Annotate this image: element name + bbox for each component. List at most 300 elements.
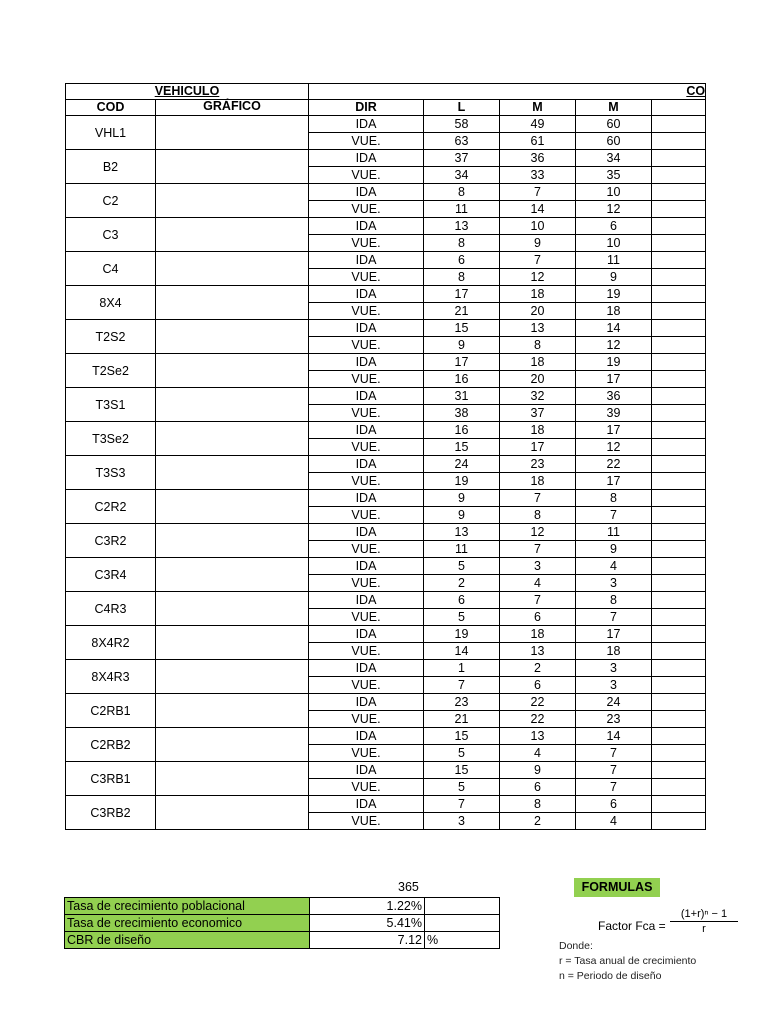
count-cell[interactable] [652,711,706,728]
table-row [66,728,706,745]
count-cell[interactable]: 14 [576,320,652,337]
count-cell[interactable]: 6 [576,796,652,813]
direction-cell[interactable]: IDA [309,320,424,337]
param-value[interactable]: 1.22% [310,898,425,915]
day-header-1[interactable]: L [424,100,500,116]
table-row [66,252,706,269]
vehicle-code-cell[interactable]: C3R2 [66,524,156,558]
count-cell[interactable] [652,694,706,711]
vehicle-graphic-cell[interactable] [156,660,309,694]
count-cell[interactable]: 7 [576,762,652,779]
count-cell[interactable]: 13 [500,728,576,745]
count-cell[interactable]: 3 [500,558,576,575]
count-cell[interactable] [652,643,706,660]
table-row [66,558,706,575]
count-cell[interactable]: 38 [424,405,500,422]
count-cell[interactable]: 5 [424,779,500,796]
direction-cell[interactable]: IDA [309,422,424,439]
vehicle-code-cell[interactable]: C3 [66,218,156,252]
count-cell[interactable] [652,388,706,405]
count-cell[interactable]: 3 [576,677,652,694]
vehicle-code-cell[interactable]: 8X4R2 [66,626,156,660]
count-cell[interactable] [652,660,706,677]
count-cell[interactable]: 13 [424,218,500,235]
count-cell[interactable]: 8 [424,269,500,286]
vehicle-code-cell[interactable]: C3RB1 [66,762,156,796]
table-row [66,218,706,235]
count-cell[interactable]: 20 [500,371,576,388]
count-cell[interactable] [652,575,706,592]
count-cell[interactable]: 18 [500,473,576,490]
count-cell[interactable]: 39 [576,405,652,422]
vehicle-graphic-cell[interactable] [156,728,309,762]
day-header-3[interactable]: M [576,100,652,116]
count-cell[interactable]: 5 [424,745,500,762]
table-row [66,626,706,643]
count-cell[interactable]: 14 [500,201,576,218]
count-cell[interactable] [652,252,706,269]
direction-cell[interactable]: VUE. [309,507,424,524]
count-cell[interactable]: 11 [576,252,652,269]
table-row [66,796,706,813]
vehicle-graphic-cell[interactable] [156,592,309,626]
formula-r-definition: r = Tasa anual de crecimiento [559,955,697,967]
vehicle-graphic-cell[interactable] [156,252,309,286]
count-cell[interactable]: 17 [576,473,652,490]
count-cell[interactable]: 9 [500,762,576,779]
table-row [66,354,706,371]
direction-cell[interactable]: VUE. [309,371,424,388]
vehicle-code-cell[interactable]: B2 [66,150,156,184]
count-cell[interactable]: 7 [500,184,576,201]
count-cell[interactable] [652,507,706,524]
count-cell[interactable]: 13 [424,524,500,541]
table-row [66,116,706,133]
count-cell[interactable]: 7 [424,796,500,813]
vehicle-count-table-viewport [65,83,706,845]
count-cell[interactable]: 8 [576,592,652,609]
count-cell[interactable]: 15 [424,762,500,779]
count-cell[interactable]: 8 [500,796,576,813]
count-cell[interactable]: 15 [424,728,500,745]
direction-cell[interactable]: VUE. [309,439,424,456]
count-cell[interactable]: 7 [576,507,652,524]
direction-cell[interactable]: IDA [309,524,424,541]
direction-cell[interactable]: VUE. [309,235,424,252]
count-cell[interactable] [652,116,706,133]
growth-factor-formula-image[interactable] [556,908,736,988]
count-cell[interactable]: 4 [500,745,576,762]
direction-cell[interactable]: IDA [309,490,424,507]
count-cell[interactable]: 34 [576,150,652,167]
count-cell[interactable] [652,592,706,609]
count-cell[interactable] [652,762,706,779]
vehicle-code-cell[interactable]: 8X4 [66,286,156,320]
formula-fraction [670,908,738,935]
count-cell[interactable] [652,201,706,218]
count-cell[interactable] [652,167,706,184]
count-cell[interactable]: 22 [500,711,576,728]
count-cell[interactable]: 23 [500,456,576,473]
param-unit[interactable]: % [425,932,500,949]
vehicle-code-cell[interactable]: C2RB2 [66,728,156,762]
direction-cell[interactable]: IDA [309,354,424,371]
count-cell[interactable]: 8 [500,507,576,524]
days-per-year-value[interactable]: 365 [398,880,419,894]
count-cell[interactable] [652,728,706,745]
count-cell[interactable] [652,218,706,235]
param-label[interactable]: Tasa de crecimiento economico [65,915,310,932]
vehicle-count-table [65,83,706,830]
count-cell[interactable]: 9 [424,490,500,507]
count-cell[interactable] [652,405,706,422]
grafico-header[interactable]: GRÁFICO [156,100,309,116]
vehicle-graphic-cell[interactable] [156,218,309,252]
direction-cell[interactable]: IDA [309,762,424,779]
vehicle-graphic-cell[interactable] [156,694,309,728]
direction-cell[interactable]: IDA [309,626,424,643]
vehicle-code-cell[interactable]: 8X4R3 [66,660,156,694]
count-cell[interactable]: 7 [500,541,576,558]
count-cell[interactable]: 21 [424,303,500,320]
count-cell[interactable]: 21 [424,711,500,728]
count-cell[interactable]: 63 [424,133,500,150]
direction-cell[interactable]: IDA [309,796,424,813]
formula-denominator: r [702,923,706,935]
table-row [66,762,706,779]
vehicle-code-cell[interactable]: C3RB2 [66,796,156,830]
count-cell[interactable]: 20 [500,303,576,320]
count-cell[interactable]: 22 [500,694,576,711]
count-cell[interactable]: 3 [576,660,652,677]
direction-cell[interactable]: VUE. [309,133,424,150]
param-label[interactable]: Tasa de crecimiento poblacional [65,898,310,915]
count-cell[interactable]: 11 [424,201,500,218]
count-cell[interactable]: 7 [576,779,652,796]
direction-cell[interactable]: VUE. [309,677,424,694]
count-cell[interactable]: 7 [424,677,500,694]
count-cell[interactable]: 37 [500,405,576,422]
direction-cell[interactable]: VUE. [309,167,424,184]
count-cell[interactable]: 35 [576,167,652,184]
vehicle-code-cell[interactable]: T3Se2 [66,422,156,456]
count-cell[interactable]: 10 [500,218,576,235]
vehicle-code-cell[interactable]: C4R3 [66,592,156,626]
table-row [66,660,706,677]
direction-cell[interactable]: IDA [309,116,424,133]
count-cell[interactable] [652,609,706,626]
direction-cell[interactable]: VUE. [309,405,424,422]
count-cell[interactable]: 16 [424,422,500,439]
vehicle-graphic-cell[interactable] [156,626,309,660]
count-cell[interactable] [652,320,706,337]
count-cell[interactable]: 61 [500,133,576,150]
count-cell[interactable]: 18 [576,643,652,660]
count-cell[interactable]: 9 [576,269,652,286]
count-cell[interactable]: 8 [576,490,652,507]
vehicle-graphic-cell[interactable] [156,490,309,524]
param-value[interactable]: 7.12 [310,932,425,949]
formula-numerator: (1+r)ⁿ − 1 [670,908,738,922]
direction-cell[interactable]: IDA [309,592,424,609]
count-cell[interactable]: 12 [576,337,652,354]
vehicle-graphic-cell[interactable] [156,558,309,592]
param-value[interactable]: 5.41% [310,915,425,932]
count-cell[interactable]: 18 [576,303,652,320]
formula-lhs: Factor Fca = [598,919,666,933]
table-row [66,422,706,439]
vehicle-code-cell[interactable]: T2S2 [66,320,156,354]
count-cell[interactable]: 17 [576,422,652,439]
count-cell[interactable]: 8 [424,184,500,201]
count-cell[interactable]: 11 [424,541,500,558]
dir-header[interactable]: DIR [309,100,424,116]
count-cell[interactable] [652,354,706,371]
vehicle-graphic-cell[interactable] [156,524,309,558]
count-cell[interactable] [652,371,706,388]
count-cell[interactable]: 49 [500,116,576,133]
count-cell[interactable]: 24 [576,694,652,711]
direction-cell[interactable]: VUE. [309,575,424,592]
count-cell[interactable]: 2 [500,813,576,830]
vehicle-graphic-cell[interactable] [156,286,309,320]
design-parameters-table [64,897,500,949]
count-cell[interactable] [652,303,706,320]
count-cell[interactable]: 1 [424,660,500,677]
count-cell[interactable] [652,677,706,694]
count-cell[interactable]: 19 [424,626,500,643]
direction-cell[interactable]: IDA [309,388,424,405]
count-cell[interactable]: 12 [576,201,652,218]
formula-n-definition: n = Periodo de diseño [559,970,662,982]
count-cell[interactable]: 23 [576,711,652,728]
count-cell[interactable]: 2 [500,660,576,677]
count-cell[interactable] [652,184,706,201]
count-cell[interactable] [652,133,706,150]
table-row [66,490,706,507]
direction-cell[interactable]: IDA [309,184,424,201]
count-cell[interactable]: 17 [576,626,652,643]
table-row [66,320,706,337]
direction-cell[interactable]: IDA [309,558,424,575]
count-cell[interactable]: 19 [576,354,652,371]
vehicle-graphic-cell[interactable] [156,320,309,354]
count-cell[interactable]: 34 [424,167,500,184]
day-header-4[interactable] [652,100,706,116]
count-cell[interactable] [652,626,706,643]
count-cell[interactable] [652,150,706,167]
count-cell[interactable]: 2 [424,575,500,592]
count-cell[interactable]: 31 [424,388,500,405]
count-cell[interactable]: 3 [424,813,500,830]
count-cell[interactable]: 37 [424,150,500,167]
count-cell[interactable]: 6 [424,592,500,609]
vehicle-code-cell[interactable]: C2R2 [66,490,156,524]
direction-cell[interactable]: IDA [309,728,424,745]
count-cell[interactable]: 7 [576,745,652,762]
count-cell[interactable]: 17 [424,286,500,303]
direction-cell[interactable]: IDA [309,218,424,235]
direction-cell[interactable]: VUE. [309,745,424,762]
direction-cell[interactable]: IDA [309,660,424,677]
count-cell[interactable]: 14 [576,728,652,745]
vehicle-graphic-cell[interactable] [156,456,309,490]
vehicle-code-cell[interactable]: C3R4 [66,558,156,592]
formulas-label[interactable]: FORMULAS [574,878,660,897]
count-cell[interactable]: 9 [500,235,576,252]
count-cell[interactable]: 12 [576,439,652,456]
param-label[interactable]: CBR de diseño [65,932,310,949]
count-cell[interactable] [652,796,706,813]
count-cell[interactable]: 6 [576,218,652,235]
count-cell[interactable]: 8 [424,235,500,252]
count-cell[interactable] [652,269,706,286]
count-cell[interactable]: 9 [424,337,500,354]
count-cell[interactable]: 10 [576,184,652,201]
table-row [66,524,706,541]
vehicle-graphic-cell[interactable] [156,762,309,796]
direction-cell[interactable]: VUE. [309,473,424,490]
count-cell[interactable]: 58 [424,116,500,133]
count-cell[interactable]: 17 [576,371,652,388]
direction-cell[interactable]: VUE. [309,303,424,320]
count-cell[interactable]: 4 [576,813,652,830]
direction-cell[interactable]: VUE. [309,609,424,626]
vehicle-graphic-cell[interactable] [156,116,309,150]
count-cell[interactable]: 14 [424,643,500,660]
count-cell[interactable]: 18 [500,286,576,303]
count-cell[interactable]: 17 [424,354,500,371]
count-cell[interactable]: 7 [500,252,576,269]
count-cell[interactable] [652,524,706,541]
count-cell[interactable]: 7 [500,592,576,609]
count-cell[interactable]: 9 [424,507,500,524]
vehicle-graphic-cell[interactable] [156,388,309,422]
count-cell[interactable]: 4 [576,558,652,575]
count-cell[interactable] [652,558,706,575]
count-cell[interactable]: 23 [424,694,500,711]
param-unit[interactable] [425,915,500,932]
count-cell[interactable] [652,490,706,507]
count-cell[interactable]: 19 [576,286,652,303]
count-cell[interactable]: 18 [500,354,576,371]
count-cell[interactable] [652,439,706,456]
count-cell[interactable]: 15 [424,439,500,456]
vehicle-graphic-cell[interactable] [156,354,309,388]
count-cell[interactable]: 5 [424,609,500,626]
table-row [66,694,706,711]
vehiculo-header[interactable]: VEHICULO [66,84,309,100]
direction-cell[interactable]: IDA [309,694,424,711]
vehicle-code-cell[interactable]: C4 [66,252,156,286]
direction-cell[interactable]: VUE. [309,779,424,796]
table-row [66,592,706,609]
count-cell[interactable]: 3 [576,575,652,592]
day-header-2[interactable]: M [500,100,576,116]
count-cell[interactable]: 4 [500,575,576,592]
vehicle-graphic-cell[interactable] [156,796,309,830]
count-cell[interactable] [652,541,706,558]
count-cell[interactable] [652,473,706,490]
count-cell[interactable] [652,422,706,439]
count-cell[interactable]: 15 [424,320,500,337]
cod-header[interactable]: COD [66,100,156,116]
count-cell[interactable]: 32 [500,388,576,405]
direction-cell[interactable]: VUE. [309,711,424,728]
count-cell[interactable]: 33 [500,167,576,184]
count-cell[interactable]: 60 [576,133,652,150]
count-cell[interactable]: 17 [500,439,576,456]
count-cell[interactable] [652,456,706,473]
vehicle-code-cell[interactable]: T3S1 [66,388,156,422]
count-cell[interactable]: 18 [500,626,576,643]
direction-cell[interactable]: VUE. [309,337,424,354]
direction-cell[interactable]: VUE. [309,201,424,218]
count-cell[interactable]: 16 [424,371,500,388]
count-cell[interactable]: 6 [500,677,576,694]
vehicle-graphic-cell[interactable] [156,184,309,218]
vehicle-code-cell[interactable]: C2 [66,184,156,218]
count-cell[interactable]: 22 [576,456,652,473]
vehicle-code-cell[interactable]: T2Se2 [66,354,156,388]
count-cell[interactable]: 36 [576,388,652,405]
vehicle-graphic-cell[interactable] [156,150,309,184]
count-cell[interactable] [652,235,706,252]
direction-cell[interactable]: VUE. [309,269,424,286]
count-cell[interactable] [652,337,706,354]
vehicle-code-cell[interactable]: VHL1 [66,116,156,150]
count-cell[interactable] [652,286,706,303]
direction-cell[interactable]: VUE. [309,813,424,830]
count-cell[interactable]: 7 [500,490,576,507]
count-cell[interactable]: 6 [424,252,500,269]
count-cell[interactable]: 7 [576,609,652,626]
vehicle-graphic-cell[interactable] [156,422,309,456]
direction-cell[interactable]: IDA [309,456,424,473]
count-cell[interactable] [652,813,706,830]
count-cell[interactable]: 13 [500,643,576,660]
direction-cell[interactable]: VUE. [309,643,424,660]
count-cell[interactable]: 8 [500,337,576,354]
count-cell[interactable] [652,745,706,762]
count-cell[interactable]: 10 [576,235,652,252]
count-cell[interactable]: 6 [500,779,576,796]
direction-cell[interactable]: IDA [309,150,424,167]
count-cell[interactable] [652,779,706,796]
conteo-header[interactable]: CO [309,84,706,100]
count-cell[interactable]: 13 [500,320,576,337]
table-row [66,456,706,473]
count-cell[interactable]: 36 [500,150,576,167]
direction-cell[interactable]: VUE. [309,541,424,558]
count-cell[interactable]: 11 [576,524,652,541]
vehicle-code-cell[interactable]: C2RB1 [66,694,156,728]
table-row [66,286,706,303]
count-cell[interactable]: 19 [424,473,500,490]
count-cell[interactable]: 6 [500,609,576,626]
direction-cell[interactable]: IDA [309,286,424,303]
direction-cell[interactable]: IDA [309,252,424,269]
count-cell[interactable]: 24 [424,456,500,473]
count-cell[interactable]: 5 [424,558,500,575]
param-unit[interactable] [425,898,500,915]
count-cell[interactable]: 60 [576,116,652,133]
vehicle-code-cell[interactable]: T3S3 [66,456,156,490]
count-cell[interactable]: 12 [500,269,576,286]
count-cell[interactable]: 9 [576,541,652,558]
count-cell[interactable]: 12 [500,524,576,541]
count-cell[interactable]: 18 [500,422,576,439]
